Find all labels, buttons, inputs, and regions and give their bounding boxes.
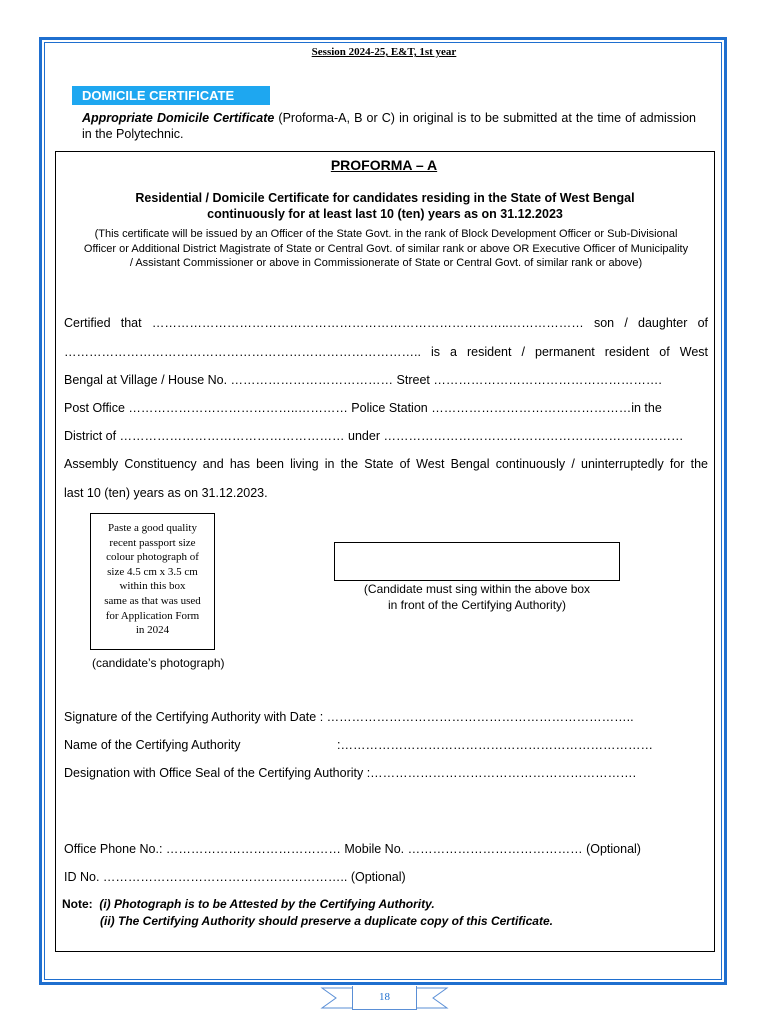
authority-designation-field: Designation with Office Seal of the Certifying Authority :………………………………………………………. <box>64 766 637 780</box>
post-office-line: Post Office …………………………………..………… Police Station …………………………………………in the <box>64 401 662 415</box>
proforma-title: PROFORMA – A <box>330 157 438 173</box>
authority-signature-field: Signature of the Certifying Authority with Date : ……………………………………………………………….. <box>64 710 634 724</box>
page-number: 18 <box>352 986 417 1010</box>
certified-that-line: Certified that …………………………………………………………………………..……………… son / daughter of <box>64 316 708 330</box>
intro-emphasis: Appropriate Domicile Certificate <box>82 111 275 125</box>
intro-rest: (Proforma-A, B or C) in original is to be submitted at the time of admission in the Polytechnic. <box>82 111 696 141</box>
certificate-heading-line1: Residential / Domicile Certificate for candidates residing in the State of West Bengal <box>135 191 635 205</box>
phone-mobile-field: Office Phone No.: …………………………………… Mobile No. …………………………………… (Optional) <box>64 842 641 856</box>
certificate-heading <box>95 190 675 222</box>
signature-caption-line1: (Candidate must sing within the above box <box>363 582 591 596</box>
signature-caption-line2: in front of the Certifying Authority) <box>387 598 567 612</box>
resident-line: ………………………………………………………………………….. is a resident / permanent resident of West <box>64 345 708 359</box>
session-header: Session 2024-25, E&T, 1st year <box>311 46 457 58</box>
note-item-1: (i) Photograph is to be Attested by the Certifying Authority. <box>99 897 435 911</box>
note-label: Note: <box>62 897 93 911</box>
note-block <box>62 896 553 930</box>
photo-instruction-line: recent passport size <box>109 536 196 549</box>
certificate-heading-line2: continuously for at least last 10 (ten) years as on 31.12.2023 <box>207 207 563 221</box>
issuing-note-line2: Officer or Additional District Magistrate of State or Central Govt. of similar rank or above OR Executive Officer of Municipality <box>83 242 689 255</box>
photo-paste-box <box>90 513 215 650</box>
authority-name-label: Name of the Certifying Authority <box>64 738 241 752</box>
authority-name-dots: :………………………………………………………………… <box>337 738 653 752</box>
note-item-2: (ii) The Certifying Authority should preserve a duplicate copy of this Certificate. <box>100 914 553 928</box>
photo-instruction-line: same as that was used <box>104 594 201 607</box>
photo-instruction-line: Paste a good quality <box>108 522 197 534</box>
signature-caption <box>334 581 620 613</box>
photo-caption: (candidate’s photograph) <box>92 656 225 670</box>
photo-instruction-line: size 4.5 cm x 3.5 cm <box>107 565 198 578</box>
intro-paragraph <box>82 110 696 142</box>
photo-instruction-line: within this box <box>119 580 186 593</box>
village-street-line: Bengal at Village / House No. ………………………………… Street ………………………………………………. <box>64 373 662 387</box>
photo-instruction-line: for Application Form <box>105 609 200 622</box>
section-tag-domicile: DOMICILE CERTIFICATE <box>72 86 270 105</box>
issuing-note-line3: / Assistant Commissioner or above in Commissionerate of State or Central Govt. of similar rank or above) <box>129 257 643 269</box>
issuing-note-line1: (This certificate will be issued by an Officer of the State Govt. in the rank of Block Development Officer or Sub-Divisional <box>94 228 678 240</box>
district-line: District of ……………………………………………… under ……………………………………………………………… <box>64 429 684 443</box>
issuing-authority-note <box>62 227 710 271</box>
photo-instruction-line: colour photograph of <box>106 551 199 564</box>
photo-instruction-line: in 2024 <box>135 624 170 637</box>
candidate-signature-box <box>334 542 620 581</box>
id-field: ID No. ………………………………………………….. (Optional) <box>64 870 406 884</box>
years-line: last 10 (ten) years as on 31.12.2023. <box>64 486 268 500</box>
assembly-line: Assembly Constituency and has been living in the State of West Bengal continuously / uninterruptedly for the <box>64 457 708 471</box>
